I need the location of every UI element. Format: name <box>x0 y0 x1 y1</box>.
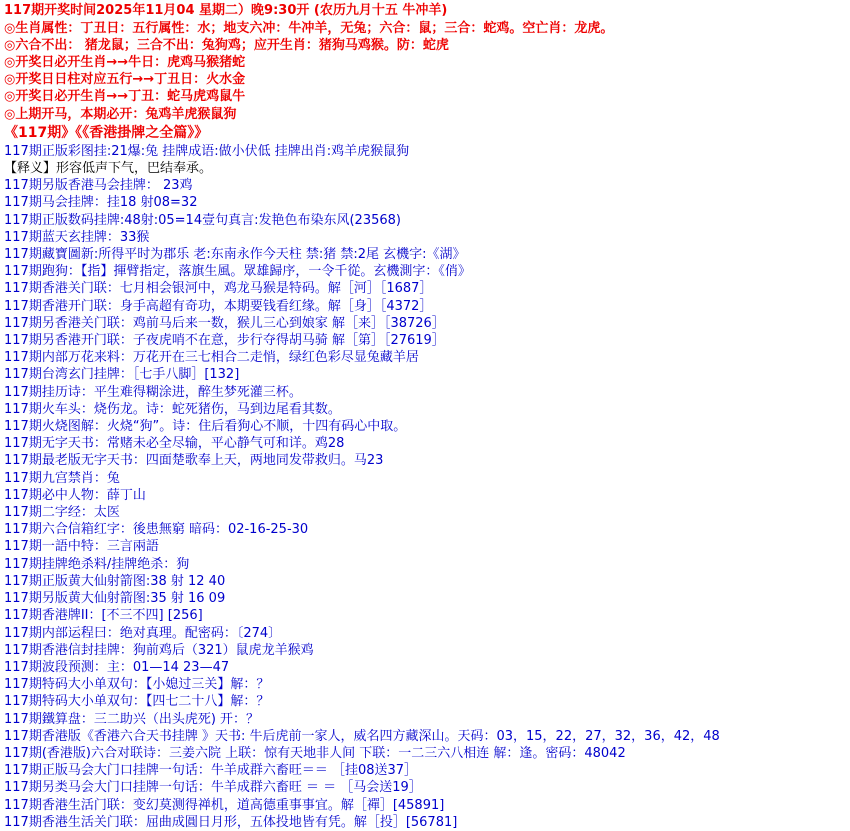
bulletin-line-35 <box>4 745 850 762</box>
bulletin-line-6 <box>4 246 850 263</box>
bulletin-line-20 <box>4 487 850 504</box>
bulletin-line-5 <box>4 229 850 246</box>
text-segment: ◎开奖日必开生肖→→牛日：虎鸡马猴猪蛇 <box>4 55 246 70</box>
header-row-5 <box>4 106 850 123</box>
text-segment: 117期正版黄大仙射箭图:38 射 12 40 <box>4 573 226 589</box>
text-segment: 117期特码大小单双句：【四七二十八】解：？ <box>4 694 270 710</box>
draw-time-line: 117期开奖时间2025年11月04 星期二）晚9:30开 (农历九月十五 牛冲羊) <box>4 3 448 18</box>
text-segment: 117期挂牌绝杀料/挂牌绝杀：狗 <box>4 556 190 572</box>
bulletin-line-34 <box>4 728 850 745</box>
text-segment: 117期波段预测：主：01—14 23—47 <box>4 659 230 675</box>
text-segment: 丁丑日：五行属性：水；地支六冲：牛冲羊，无兔；六合：鼠；三合：蛇鸡。空亡肖：龙虎。 <box>80 20 614 36</box>
text-segment: ◎六合不出： 猪龙鼠；三合不出：兔狗鸡；应开生肖：猪狗马鸡猴。防：蛇虎 <box>4 37 449 53</box>
text-segment: 117期正版彩图挂:21爆:兔 挂牌成语:做小伏低 挂牌出肖:鸡羊虎猴鼠狗 <box>4 143 410 159</box>
bulletin-line-39 <box>4 814 850 831</box>
bulletin-line-17 <box>4 435 850 452</box>
bulletin-line-24 <box>4 556 850 573</box>
text-segment: 117期香港版《香港六合天书挂牌 》天书: 牛后虎前一家人，威名四方藏深山。天码：03，15，22，27，32，36，42，48 <box>4 728 720 744</box>
text-segment: 117期特码大小单双句：【小媳过三关】解：？ <box>4 677 270 693</box>
bulletin-line-21 <box>4 504 850 521</box>
text-segment: 117期藏寶圖新:所得平时为郡乐 老:东南永作今天柱 禁:猪 禁:2尾 玄機字:《湖》 <box>4 247 466 263</box>
bulletin-line-28 <box>4 625 850 642</box>
bulletin-line-31 <box>4 676 850 693</box>
bulletin-line-29 <box>4 642 850 659</box>
text-segment: 117期香港生活关门联：屈曲成圓日月形，五体投地皆有凭。解［投］[56781] <box>4 814 458 830</box>
bulletin-line-10 <box>4 315 850 332</box>
text-segment: 117期内部运程曰：绝对真理。配密码：〔274〕 <box>4 625 282 641</box>
bulletin-line-19 <box>4 470 850 487</box>
bulletin-line-25 <box>4 573 850 590</box>
bulletin-line-7 <box>4 263 850 280</box>
bulletin-line-0 <box>4 143 850 160</box>
bulletin-line-3 <box>4 194 850 211</box>
text-segment: 117期鐵算盘：三二助兴（出头虎死) 开：？ <box>4 711 260 727</box>
bulletin-line-36 <box>4 762 850 779</box>
bulletin-line-33 <box>4 711 850 728</box>
bulletin-line-32 <box>4 693 850 710</box>
text-segment: 117期另版黄大仙射箭图:35 射 16 09 <box>4 591 226 607</box>
bulletin-line-11 <box>4 332 850 349</box>
text-segment: 117期无字天书：常赌未必全尽输，平心静气可和详。鸡28 <box>4 436 345 452</box>
text-segment: 117期另香港关门联：鸡前马后来一数，猴儿三心到娘家 解［来］［38726］ <box>4 315 445 331</box>
bulletin-line-14 <box>4 384 850 401</box>
text-segment: 117期六合信箱红字：後患無窮 暗码：02-16-25-30 <box>4 522 309 538</box>
text-segment: 【释义】形容低声下气，巴结奉承。 <box>4 161 213 177</box>
header-row-4 <box>4 88 850 105</box>
text-segment: 117期马会挂牌：挂18 射08=32 <box>4 195 198 211</box>
text-segment: 117期九宫禁肖：兔 <box>4 470 120 486</box>
bulletin-line-22 <box>4 521 850 538</box>
bulletin-line-8 <box>4 280 850 297</box>
bulletin-line-15 <box>4 401 850 418</box>
text-segment: 117期香港牌II：[不三不四] [256] <box>4 608 203 624</box>
text-segment: 117期香港生活门联：变幻莫测得禅机，道高德重事事宜。解［禪］[45891] <box>4 797 445 813</box>
header-row-0 <box>4 20 850 37</box>
bulletin-title: 《117期》《《香港掛牌之全篇》》 <box>4 124 209 141</box>
text-segment: 117期二字经：太医 <box>4 505 120 521</box>
bulletin-line-27 <box>4 607 850 624</box>
bulletin-body <box>4 143 850 831</box>
bulletin-line-38 <box>4 797 850 814</box>
text-segment: 117期必中人物：薛丁山 <box>4 487 146 503</box>
bulletin-line-9 <box>4 298 850 315</box>
bulletin-line-37 <box>4 779 850 796</box>
bulletin-line-16 <box>4 418 850 435</box>
bulletin-line-13 <box>4 366 850 383</box>
bulletin-line-23 <box>4 538 850 555</box>
text-segment: 117期内部万花来料：万花开在三七相合二走悄，绿红色彩尽显兔藏羊居 <box>4 350 419 366</box>
header-row-3 <box>4 71 850 88</box>
bulletin-line-26 <box>4 590 850 607</box>
text-segment: 117期一語中特：三言兩語 <box>4 539 159 555</box>
text-segment: 117期另版香港马会挂牌： 23鸡 <box>4 178 193 194</box>
text-segment: 117期另类马会大门口挂牌一句话：牛羊成群六畜旺 ＝ ＝ ［马会送19］ <box>4 780 422 796</box>
text-segment: 117期正版马会大门口挂牌一句话：牛羊成群六畜旺＝＝ ［挂08送37］ <box>4 763 418 779</box>
text-segment: 117期另香港开门联：子夜虎哨不在意，步行夺得胡马骑 解［第］［27619］ <box>4 333 445 349</box>
header-attribute-rows <box>4 20 850 123</box>
text-segment: 117期香港关门联：七月相会银河中，鸡龙马猴是特码。解［河］［1687］ <box>4 281 433 297</box>
text-segment: 117期香港开门联：身手高超有奇功，本期要钱看红缘。解［身］［4372］ <box>4 298 433 314</box>
text-segment: 117期蓝天玄挂牌：33猴 <box>4 229 150 245</box>
bulletin-line-2 <box>4 177 850 194</box>
text-segment: 117期香港信封挂牌：狗前鸡后（321）鼠虎龙羊猴鸡 <box>4 642 314 658</box>
text-segment: 117期(香港版)六合对联诗：三姜六院 上联：惊有天地非人间 下联：一二三六八相连 解：逢。密码：48042 <box>4 745 626 761</box>
bulletin-line-18 <box>4 452 850 469</box>
bulletin-line-4 <box>4 212 850 229</box>
text-segment: 117期火烧图解：火烧“狗”。诗：住后看狗心不顺，十四有码心中取。 <box>4 419 407 435</box>
text-segment: 117期火车头：烧伤龙。诗：蛇死猪伤，马到边尾看其数。 <box>4 401 341 417</box>
bulletin-line-12 <box>4 349 850 366</box>
bulletin-line-1 <box>4 160 850 177</box>
text-segment: 117期正版数码挂牌:48射:05=14壹句真言:发艳色布染东风(23568) <box>4 212 401 228</box>
text-segment: ◎生肖属性： <box>4 20 81 36</box>
text-segment: ◎上期开马，本期必开：兔鸡羊虎猴鼠狗 <box>4 106 237 122</box>
text-segment: 117期跑狗：【指】揮臂指定，落旗生風。眾雄歸序，一令千從。玄機測字：《俏》 <box>4 264 471 280</box>
bulletin-line-30 <box>4 659 850 676</box>
text-segment: ◎开奖日必开生肖→→丁丑：蛇马虎鸡鼠牛 <box>4 89 246 105</box>
text-segment: 117期挂历诗：平生难得糊涂进，醉生梦死灌三杯。 <box>4 384 302 400</box>
header-row-1 <box>4 37 850 54</box>
header-row-2 <box>4 54 850 71</box>
text-segment: 117期最老版无字天书：四面楚歌奉上天，两地同发带救归。马23 <box>4 453 384 469</box>
text-segment: 117期台湾玄门挂牌：［七手八脚］[132] <box>4 367 240 383</box>
text-segment: ◎开奖日日柱对应五行→→丁丑日：火水金 <box>4 72 246 88</box>
